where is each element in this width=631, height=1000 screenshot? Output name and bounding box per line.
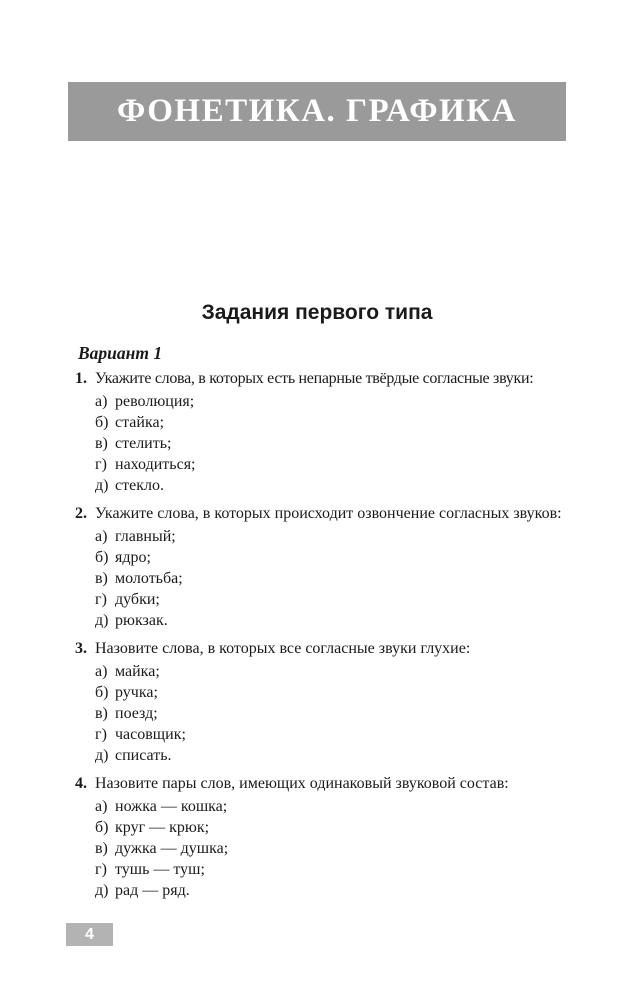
- option-text: молотьба;: [115, 570, 183, 587]
- option-row: [95, 703, 567, 724]
- option-letter: б): [95, 684, 109, 701]
- option-text: майка;: [115, 663, 160, 680]
- question-4: [75, 773, 567, 901]
- option-letter: а): [95, 663, 108, 680]
- option-letter: г): [95, 456, 107, 473]
- option-row: [95, 454, 567, 475]
- option-text: стайка;: [115, 414, 165, 431]
- option-letter: г): [95, 726, 107, 743]
- option-row: [95, 412, 567, 433]
- option-letter: в): [95, 570, 108, 587]
- option-text: ножка — кошка;: [115, 798, 228, 815]
- option-text: дужка — душка;: [115, 840, 229, 857]
- option-letter: а): [95, 393, 108, 410]
- question-3-text: Назовите слова, в которых все согласные звуки глухие:: [95, 640, 471, 657]
- option-text: рад — ряд.: [115, 882, 190, 899]
- question-1-text: Укажите слова, в которых есть непарные твёрдые согласные звуки:: [95, 370, 534, 387]
- option-row: [95, 817, 567, 838]
- question-1-options: [95, 391, 567, 496]
- option-row: [95, 391, 567, 412]
- option-letter: а): [95, 528, 108, 545]
- option-letter: в): [95, 840, 108, 857]
- option-letter: в): [95, 705, 108, 722]
- page-content: [75, 343, 567, 901]
- option-text: тушь — туш;: [115, 861, 205, 878]
- option-text: круг — крюк;: [115, 819, 210, 836]
- option-row: [95, 724, 567, 745]
- option-text: поезд;: [115, 705, 158, 722]
- option-letter: д): [95, 477, 109, 494]
- option-row: [95, 589, 567, 610]
- question-2-text: Укажите слова, в которых происходит озвончение согласных звуков:: [95, 505, 562, 522]
- option-text: дубки;: [115, 591, 160, 608]
- option-row: [95, 475, 567, 496]
- page-number-badge: [66, 923, 113, 946]
- option-row: [95, 661, 567, 682]
- option-letter: г): [95, 861, 107, 878]
- question-2: [75, 503, 567, 631]
- option-text: главный;: [115, 528, 176, 545]
- option-text: ядро;: [115, 549, 151, 566]
- option-letter: б): [95, 414, 109, 431]
- question-4-text: Назовите пары слов, имеющих одинаковый звуковой состав:: [95, 775, 509, 792]
- question-2-options: [95, 526, 567, 631]
- option-letter: д): [95, 612, 109, 629]
- option-letter: а): [95, 798, 108, 815]
- option-text: ручка;: [115, 684, 158, 701]
- chapter-title: ФОНЕТИКА. ГРАФИКА: [117, 93, 517, 129]
- option-text: рюкзак.: [115, 612, 168, 629]
- option-text: стекло.: [115, 477, 164, 494]
- option-letter: д): [95, 882, 109, 899]
- question-1-number: 1.: [75, 370, 87, 387]
- option-row: [95, 526, 567, 547]
- variant-label: Вариант 1: [78, 343, 163, 363]
- option-text: списать.: [115, 747, 172, 764]
- option-row: [95, 796, 567, 817]
- page-number: 4: [85, 925, 94, 943]
- option-row: [95, 880, 567, 901]
- question-4-number: 4.: [75, 775, 87, 792]
- question-3: [75, 638, 567, 766]
- option-text: находиться;: [115, 456, 196, 473]
- question-3-number: 3.: [75, 640, 87, 657]
- option-letter: г): [95, 591, 107, 608]
- option-row: [95, 547, 567, 568]
- section-title: Задания первого типа: [201, 301, 433, 324]
- option-letter: в): [95, 435, 108, 452]
- option-letter: б): [95, 819, 109, 836]
- option-row: [95, 745, 567, 766]
- option-row: [95, 433, 567, 454]
- option-text: революция;: [115, 393, 195, 410]
- option-row: [95, 682, 567, 703]
- question-2-number: 2.: [75, 505, 87, 522]
- option-letter: д): [95, 747, 109, 764]
- chapter-banner: [68, 82, 566, 141]
- question-1: [75, 368, 567, 496]
- option-text: стелить;: [115, 435, 172, 452]
- question-3-options: [95, 661, 567, 766]
- question-4-options: [95, 796, 567, 901]
- option-row: [95, 610, 567, 631]
- option-letter: б): [95, 549, 109, 566]
- option-row: [95, 838, 567, 859]
- option-row: [95, 568, 567, 589]
- option-text: часовщик;: [115, 726, 186, 743]
- option-row: [95, 859, 567, 880]
